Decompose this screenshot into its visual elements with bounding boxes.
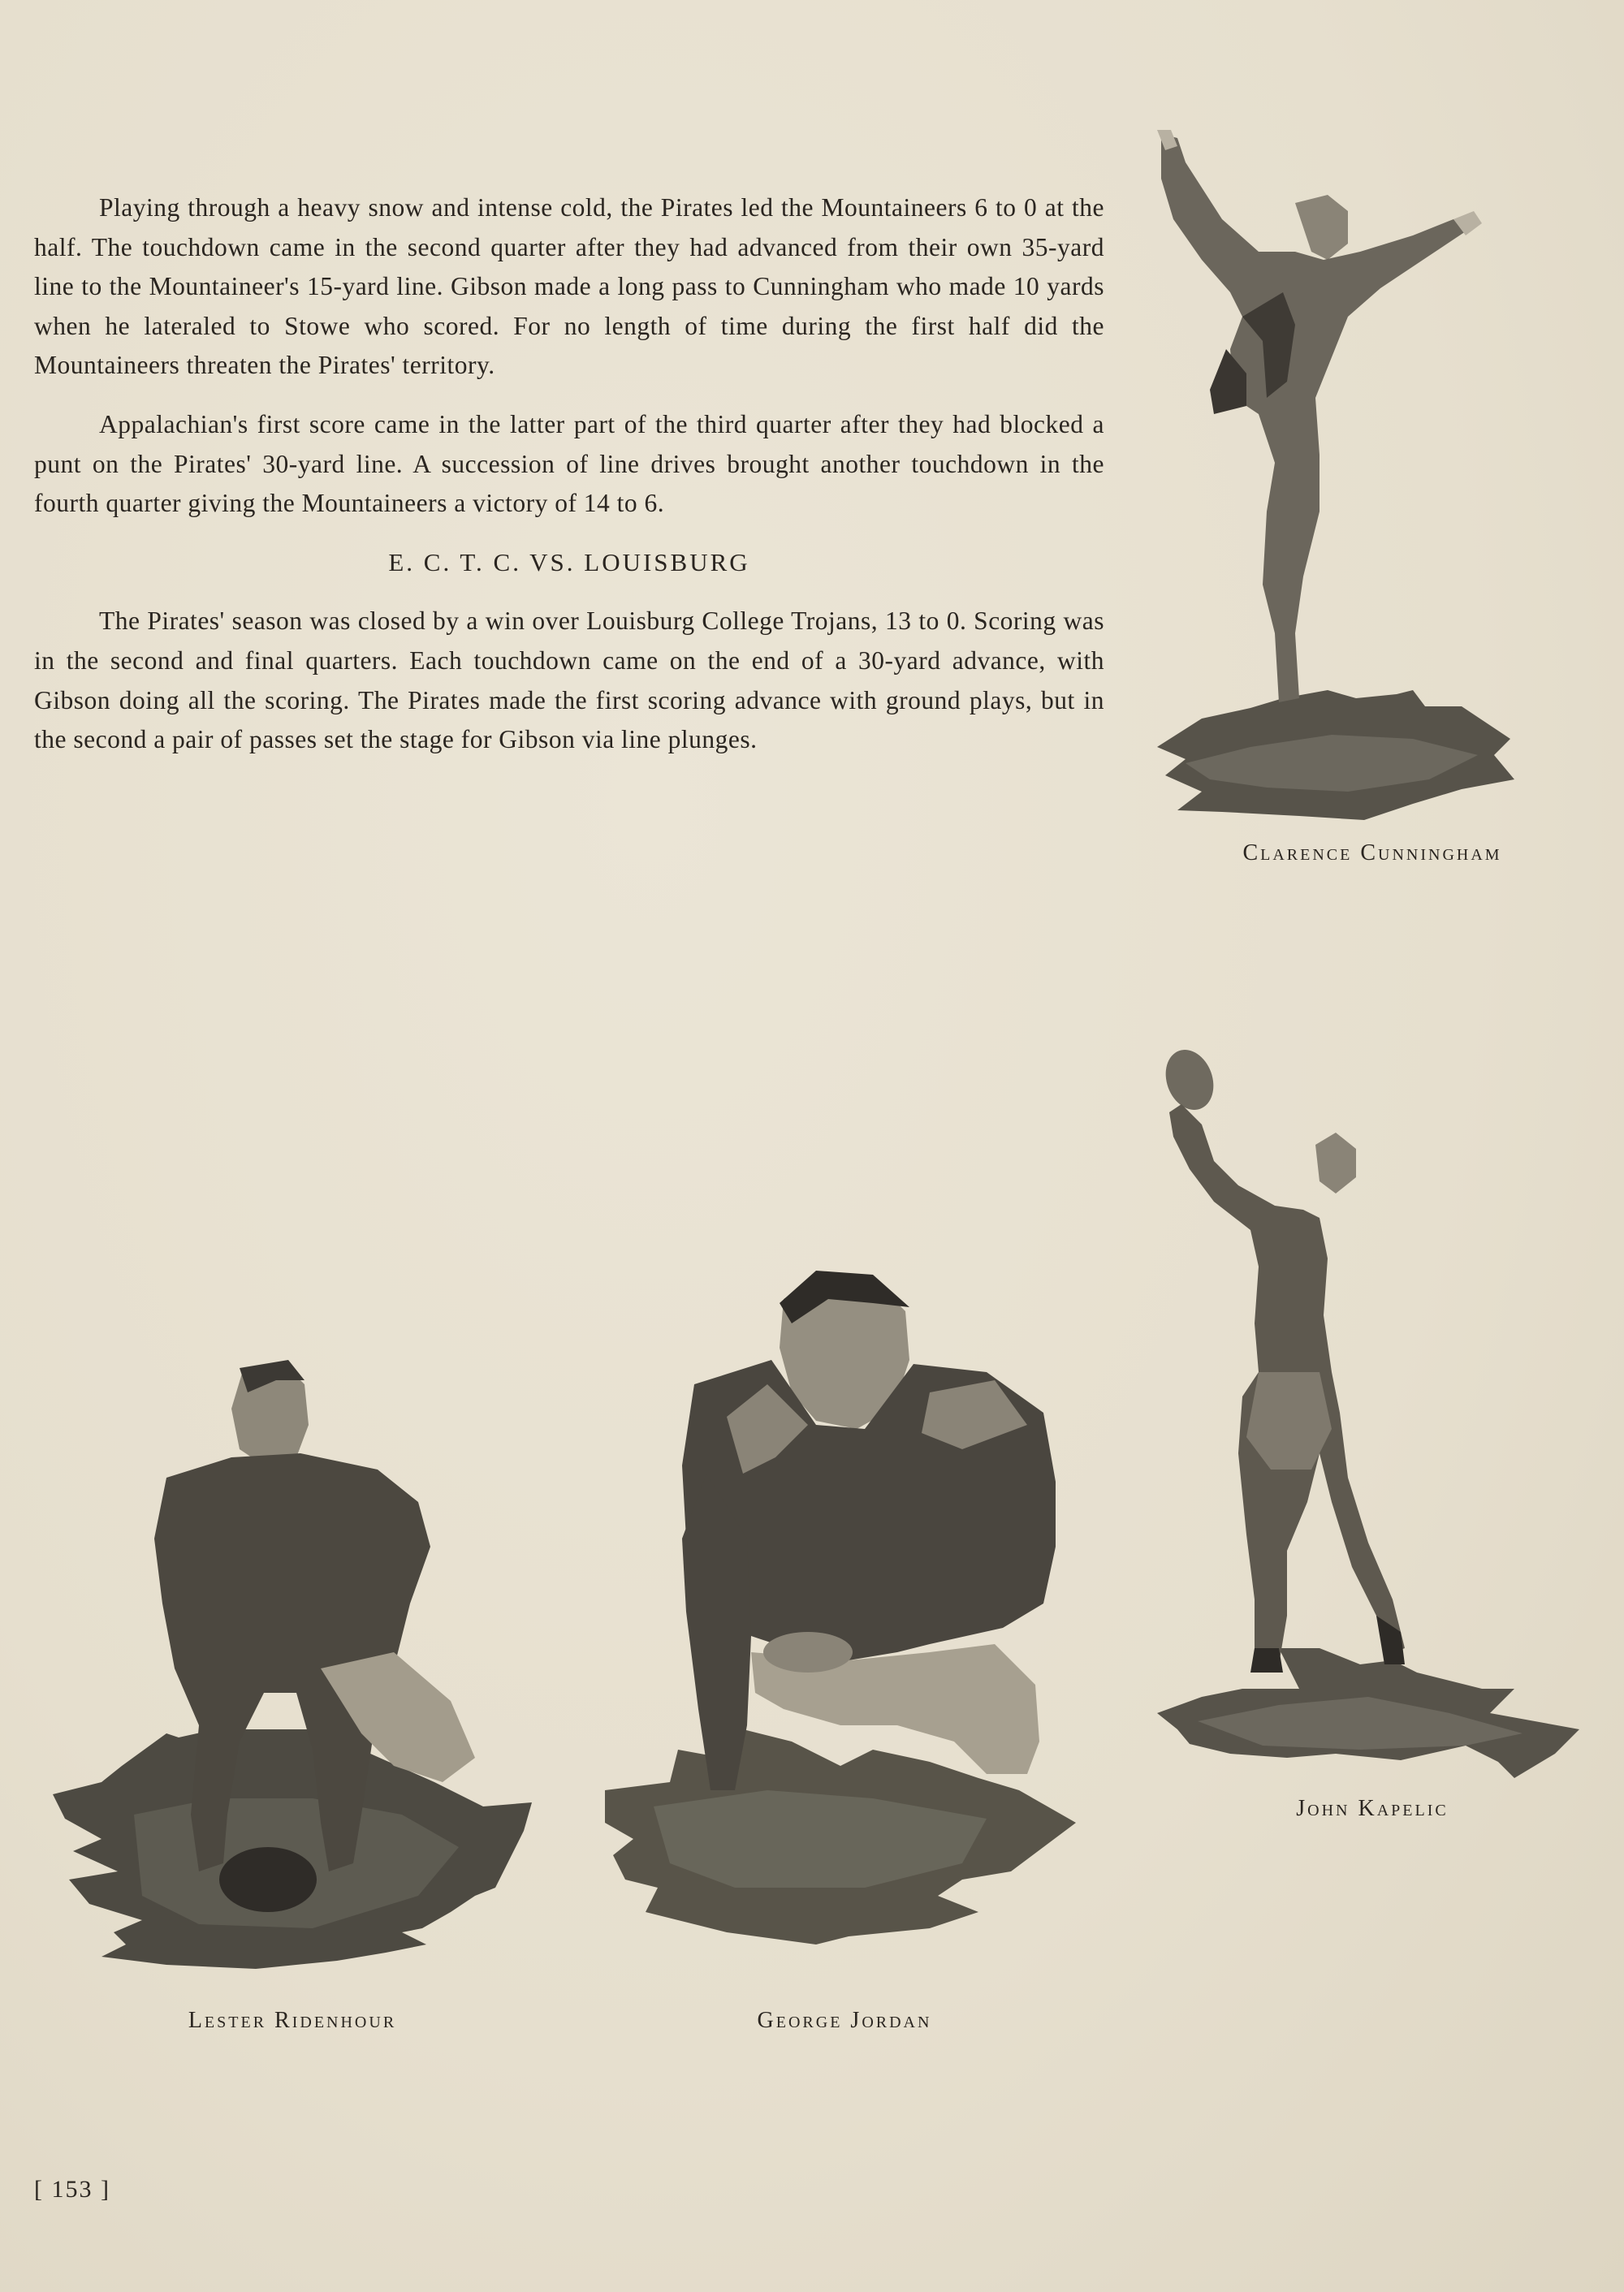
caption-kapelic: John Kapelic xyxy=(1296,1796,1449,1821)
paragraph-2: Appalachian's first score came in the latter part of the third quarter after they had blocked a punt on the Pirates' 30-yard line. A succession of line drives brought another touchdown in the fourth quarter giving the Mountaineers a victory of 14 to 6. xyxy=(34,409,1104,518)
photo-kapelic xyxy=(1157,1047,1587,1778)
caption-ridenhour: Lester Ridenhour xyxy=(188,2008,397,2033)
page-number: [ 153 ] xyxy=(34,2176,110,2203)
paragraph-1: Playing through a heavy snow and intense cold, the Pirates led the Mountaineers 6 to 0 at the half. The touchdown came in the second quarter after they had advanced from their own 35-yard line to the Mountaineer's 15-yard line. Gibson made a long pass to Cunningham who made 10 yards when he lateraled to Stowe who scored. For no length of time during the first half did the Mountaineers threaten the Pirates' territory. xyxy=(34,193,1104,380)
caption-cunningham: Clarence Cunningham xyxy=(1242,840,1502,865)
article-body xyxy=(34,188,1104,779)
section-heading: E. C. T. C. VS. LOUISBURG xyxy=(388,547,750,576)
caption-jordan: George Jordan xyxy=(757,2008,932,2033)
photo-ridenhour xyxy=(53,1360,540,1993)
photo-jordan xyxy=(605,1271,1084,1993)
photo-cunningham xyxy=(1153,130,1592,828)
paragraph-3: The Pirates' season was closed by a win over Louisburg College Trojans, 13 to 0. Scoring was in the second and final quarters. Each touchdown came on the end of a 30-yard advance, with Gibson doing all the scoring. The Pirates made the first scoring advance with ground plays, but in the second a pair of passes set the stage for Gibson via line plunges. xyxy=(34,606,1104,754)
